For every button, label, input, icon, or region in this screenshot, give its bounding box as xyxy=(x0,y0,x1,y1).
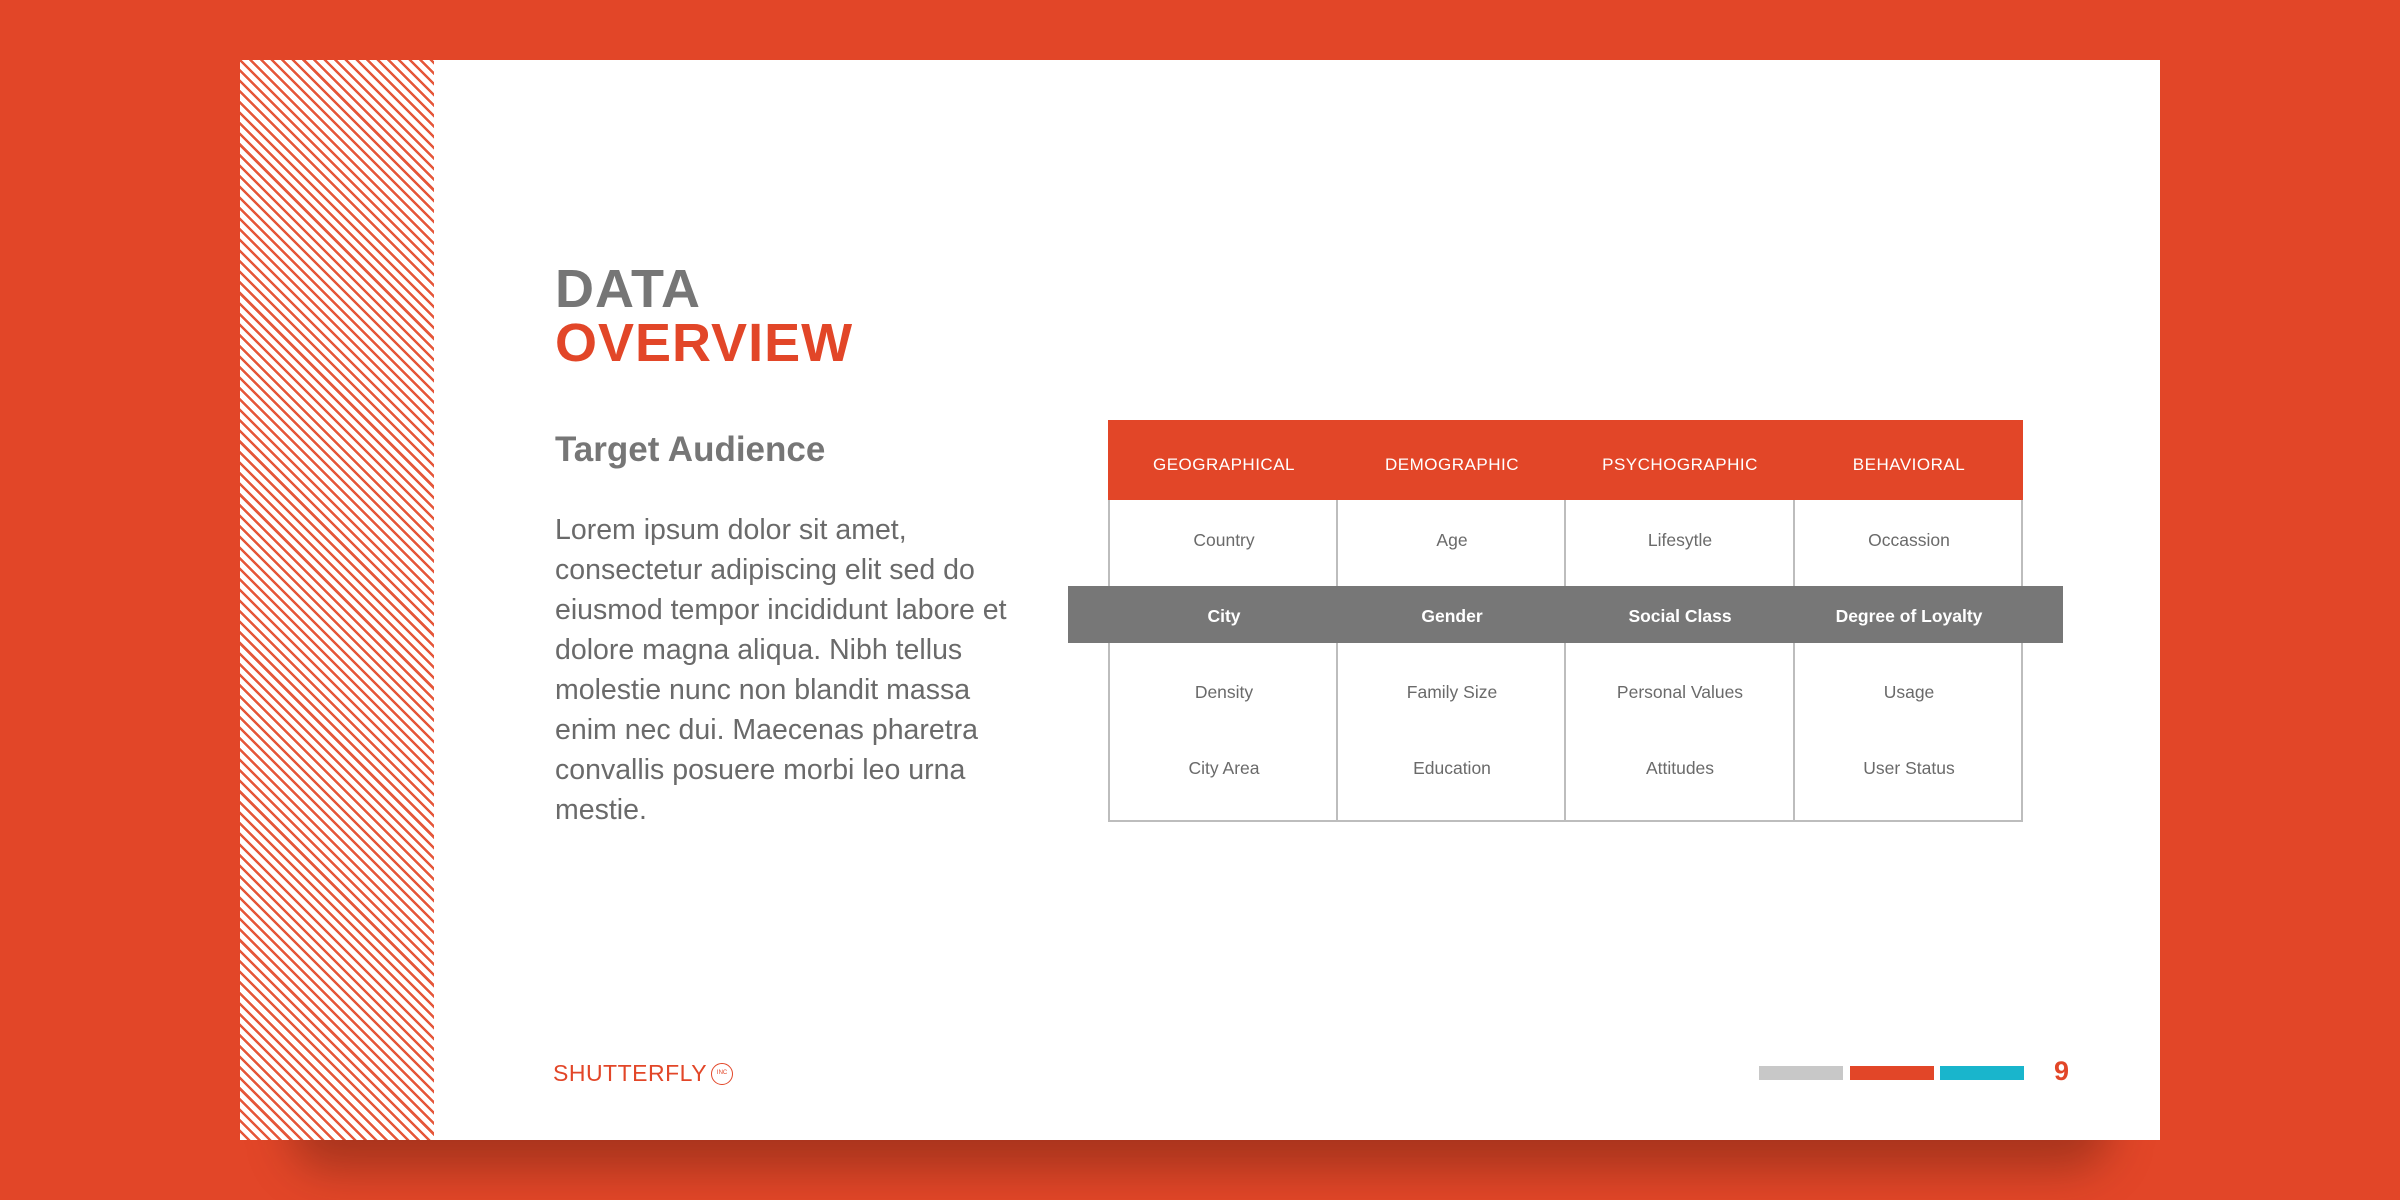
table-cell: Lifesytle xyxy=(1647,530,1713,550)
header-demographic: DEMOGRAPHIC xyxy=(1385,455,1519,474)
table-cell: Education xyxy=(1413,758,1491,778)
table-cell: Country xyxy=(1193,530,1255,550)
inc-badge-icon: INC xyxy=(711,1063,733,1085)
table-cell-highlight: Social Class xyxy=(1628,606,1732,626)
header-psychographic: PSYCHOGRAPHIC xyxy=(1602,455,1758,474)
title-overview: OVERVIEW xyxy=(555,313,854,373)
table-cell: Family Size xyxy=(1406,682,1498,702)
slide xyxy=(240,60,2160,1140)
table-cell-highlight: Degree of Loyalty xyxy=(1835,606,1983,626)
table-cell: User Status xyxy=(1863,758,1955,778)
table-cell: Usage xyxy=(1883,682,1935,702)
table-cell: Attitudes xyxy=(1645,758,1715,778)
page-number: 9 xyxy=(2054,1056,2070,1086)
table-cell: Age xyxy=(1436,530,1468,550)
diagonal-stripe-panel xyxy=(240,60,434,1140)
logo-text: SHUTTERFLY xyxy=(553,1060,708,1086)
body-paragraph: Lorem ipsum dolor sit amet, consectetur adipiscing elit sed do eiusmod tempor incididunt labore et dolore magna aliqua. Nibh tellus molestie nunc non blandit massa enim nec dui. Maecenas pharetra convallis posuere morbi leo urna mestie. xyxy=(555,514,1007,826)
table-cell: Personal Values xyxy=(1616,682,1744,702)
header-behavioral: BEHAVIORAL xyxy=(1852,455,1966,474)
accent-bar-gray xyxy=(1759,1066,1843,1080)
table-cell-highlight: Gender xyxy=(1421,606,1483,626)
table-cell: Occassion xyxy=(1868,530,1950,550)
subtitle: Target Audience xyxy=(555,430,826,469)
header-geographical: GEOGRAPHICAL xyxy=(1152,455,1296,474)
table-cell: City Area xyxy=(1188,758,1260,778)
brand-logo xyxy=(553,1060,733,1087)
title-data: DATA xyxy=(555,259,701,319)
table-cell: Density xyxy=(1194,682,1254,702)
accent-bar-cyan xyxy=(1940,1066,2024,1080)
table-cell-highlight: City xyxy=(1207,606,1241,626)
accent-bar-red xyxy=(1850,1066,1934,1080)
